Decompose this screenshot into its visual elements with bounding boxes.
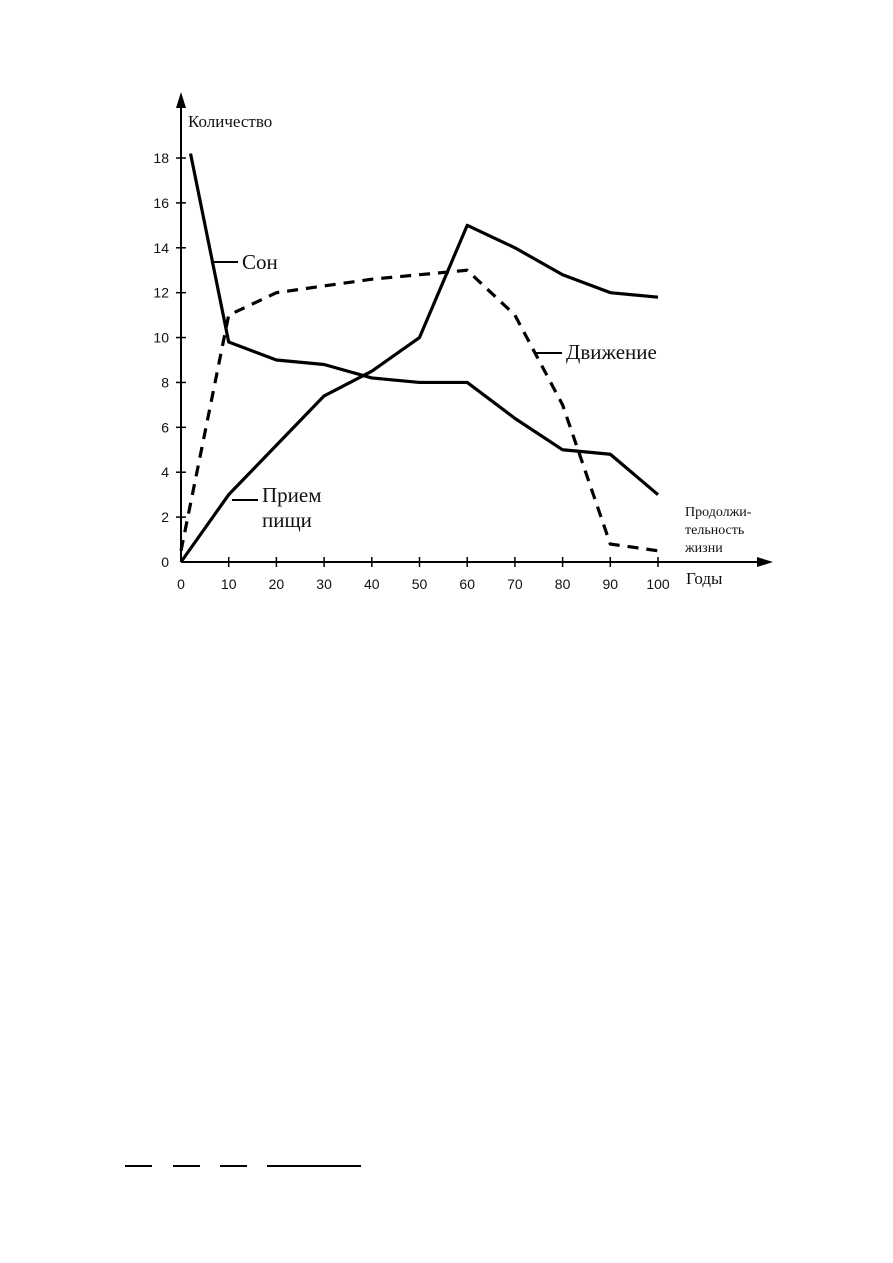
x-tick-label-40: 40 [364,576,380,592]
series-label-3-line-1: Движение [566,340,657,364]
x-tick-label-90: 90 [602,576,619,592]
series-label-1-line-1: Сон [242,250,278,274]
x-tick-label-20: 20 [268,576,285,592]
y-tick-label-4: 4 [161,464,169,481]
x-tick-label-100: 100 [646,576,670,592]
series-label-2-line-2: пищи [262,508,312,532]
y-axis-arrow [176,92,186,108]
x-tick-label-80: 80 [554,576,571,592]
y-tick-label-18: 18 [153,150,169,166]
y-tick-label-10: 10 [153,329,169,346]
y-tick-label-6: 6 [161,419,169,436]
x-tick-label-60: 60 [459,576,475,592]
y-tick-label-2: 2 [161,509,169,526]
x-tick-label-70: 70 [507,576,523,592]
footer-line-2 [173,1165,200,1167]
series-line-3 [181,270,658,551]
footer-line-1 [125,1165,152,1167]
y-tick-label-16: 16 [153,194,169,211]
x-axis-title: Годы [686,569,723,588]
x-tick-label-10: 10 [220,576,237,592]
x-axis-arrow [757,557,773,567]
x-extra-label-line-1: Продолжи- [685,505,752,520]
y-tick-label-12: 12 [153,284,169,301]
y-axis-title: Количество [188,112,273,131]
y-tick-label-14: 14 [153,239,169,256]
y-tick-label-0: 0 [161,554,169,570]
series-label-2-line-1: Прием [262,483,322,507]
x-extra-label-line-2: тельность [685,523,745,538]
x-tick-label-0: 0 [177,576,185,592]
footer-line-3 [220,1165,247,1167]
y-tick-label-8: 8 [161,374,169,391]
x-tick-label-50: 50 [411,576,428,592]
x-tick-label-30: 30 [316,576,332,592]
footer-line-4 [267,1165,361,1167]
x-extra-label-line-3: жизни [685,541,723,556]
